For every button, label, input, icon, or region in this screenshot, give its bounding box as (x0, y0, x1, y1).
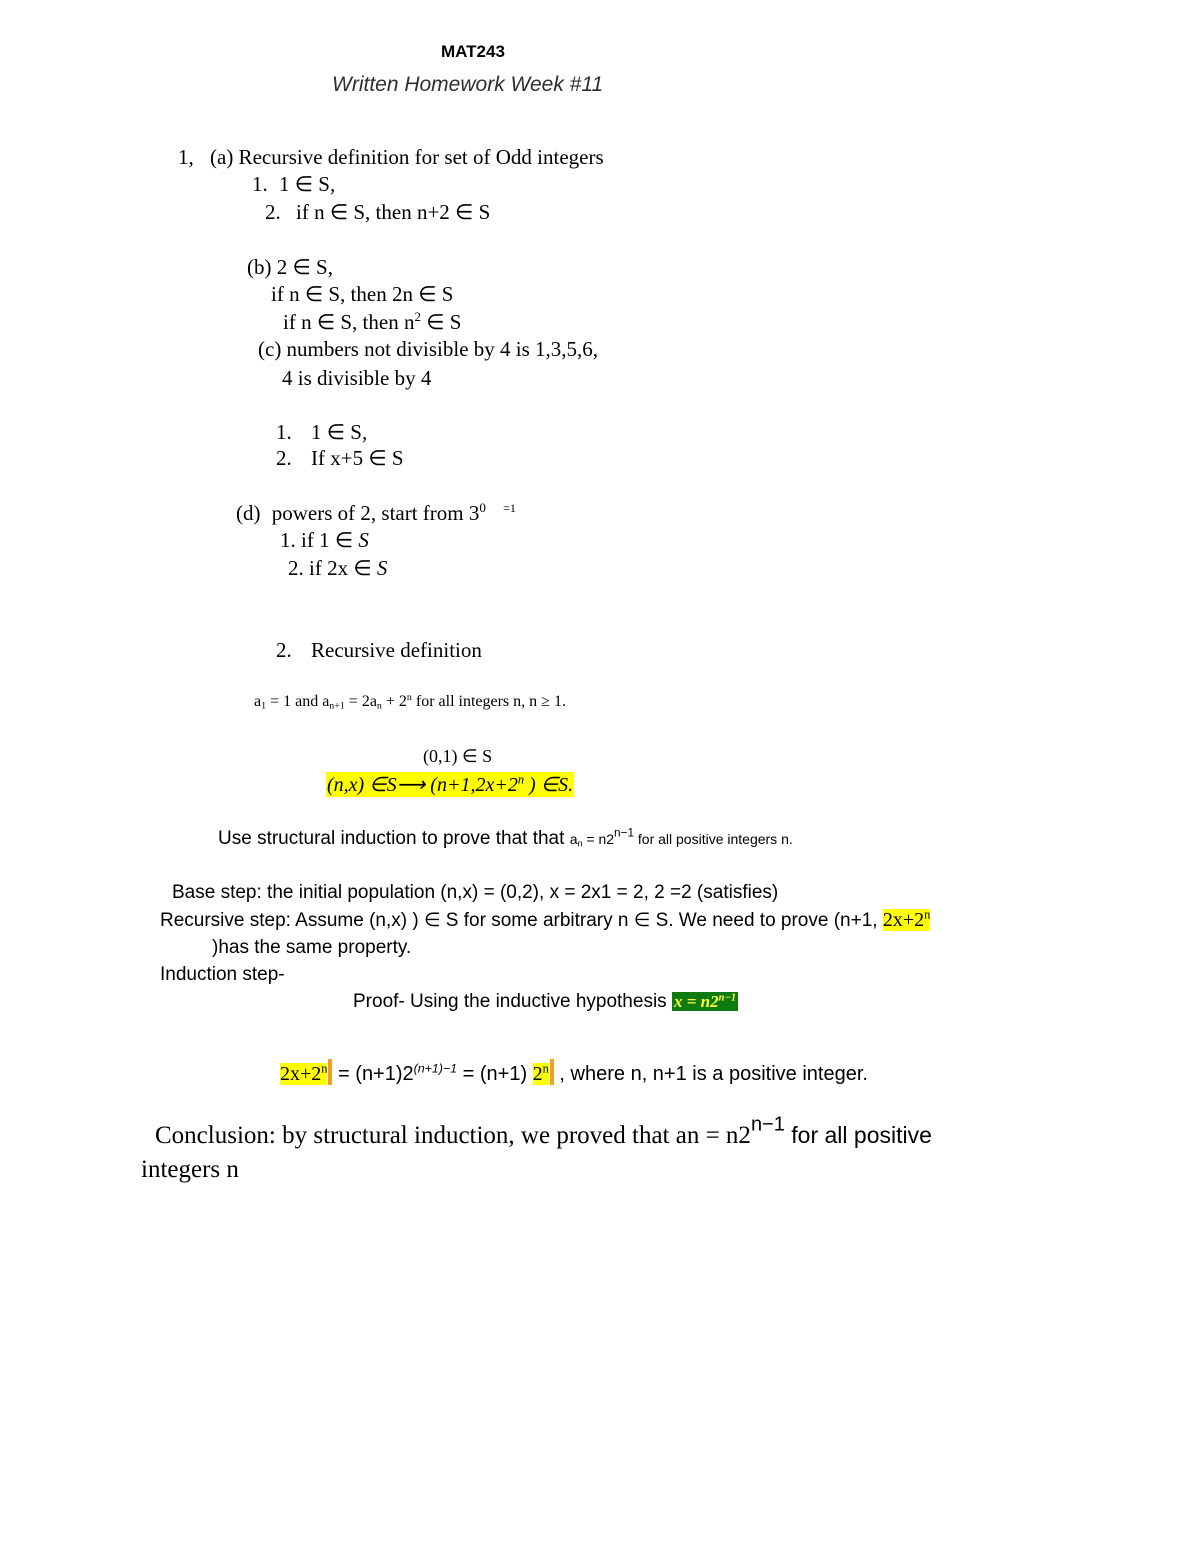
def-mid2: = 2a (344, 693, 377, 710)
def-sup: n (406, 691, 412, 703)
q1b-line3-post: ∈ S (420, 310, 462, 334)
eq-mid2: = (n+1) (457, 1063, 533, 1085)
eq-mid: = (n+1)2 (332, 1063, 414, 1085)
q1d-sup: 0 (479, 499, 486, 515)
q1d-line2-var: S (358, 528, 369, 552)
q1a-step1-num: 1. (252, 172, 268, 196)
q1c-line1: (c) numbers not divisible by 4 is 1,3,5,6, (258, 337, 599, 361)
q1d-label: (d) (236, 501, 261, 525)
q2-equation (280, 1059, 868, 1086)
conclusion-sup: n−1 (750, 1113, 785, 1136)
def-sub3: n (376, 700, 382, 712)
q1d-line3-var: S (376, 556, 388, 580)
q1c-step1-num: 1. (276, 420, 292, 444)
course-code: MAT243 (441, 42, 505, 61)
q2-base-pair: (0,1) ∈ S (423, 746, 493, 766)
q2-heading (276, 638, 482, 663)
q1d-text: powers of 2, start from 3 (271, 501, 480, 525)
q1a-heading: (a) Recursive definition for set of Odd integers (210, 145, 604, 169)
def-mid3: + 2 (381, 693, 407, 710)
q1b-line3-pre: if n ∈ S, then n (283, 310, 415, 334)
q1a-step2-text: if n ∈ S, then n+2 ∈ S (296, 200, 491, 224)
def-sub1: 1 (261, 700, 267, 712)
q1b-line3-sup: 2 (414, 308, 421, 324)
def-mid1: = 1 and a (266, 693, 330, 710)
eq-mid-sup: (n+1)−1 (413, 1061, 458, 1076)
q1d-line2-text: 1. if 1 ∈ (280, 528, 359, 552)
q1b-line3 (283, 310, 461, 335)
q2-recursive-rule (326, 772, 574, 797)
eq-hl2: 2 (532, 1063, 543, 1085)
conclusion-line1 (155, 1113, 932, 1150)
q1a-step2 (265, 200, 490, 225)
rec-step-sup: n (924, 907, 931, 922)
conclusion-b: for all positive (784, 1122, 932, 1148)
prove-c: = n2 (582, 831, 615, 847)
q2-definition (254, 693, 566, 711)
q1b-line1: (b) 2 ∈ S, (247, 255, 333, 279)
proof-hl: x = n2 (673, 992, 719, 1011)
q1a-step2-num: 2. (265, 200, 281, 224)
rule-sup: n (517, 772, 525, 787)
eq-tail: , where n, n+1 is a positive integer. (553, 1063, 868, 1085)
q1a-step1 (252, 172, 335, 197)
def-sub2: n+1 (329, 700, 345, 712)
prove-sup: n−1 (614, 826, 634, 840)
proof-sup: n−1 (718, 992, 737, 1004)
q1-number: 1, (178, 145, 194, 169)
prove-a: Use structural induction to prove that that (218, 828, 570, 849)
eq-hl2-sup: n (542, 1061, 549, 1076)
conclusion-line2: integers n (141, 1156, 239, 1183)
eq-hl1-sup: n (321, 1061, 328, 1076)
q2-number: 2. (276, 638, 292, 662)
q1d-line3 (288, 556, 387, 581)
q1a-step1-text: 1 ∈ S, (279, 172, 336, 196)
proof-a: Proof- Using the inductive hypothesis (353, 991, 672, 1012)
q1d-line3-text: 2. if 2x ∈ (288, 556, 377, 580)
q2-proof-line (353, 991, 738, 1013)
q1d-line2 (280, 528, 369, 553)
q1c-step1-text: 1 ∈ S, (311, 420, 368, 444)
q2-recursive-step-cont: )has the same property. (212, 937, 412, 958)
conclusion-a: Conclusion: by structural induction, we proved that an = n2 (155, 1122, 751, 1149)
q1d-line1 (236, 501, 516, 526)
q1c-step2-num: 2. (276, 446, 292, 470)
q2-induction-step: Induction step- (160, 964, 285, 985)
q1c-step2-text: If x+5 ∈ S (311, 446, 404, 470)
q1c-step2 (276, 446, 404, 471)
rec-step-hl: 2x+2 (882, 909, 925, 931)
rule-a: (n,x) ∈S⟶ (n+1,2x+2 (327, 774, 518, 796)
q2-recursive-step (160, 909, 930, 932)
q1c-line2: 4 is divisible by 4 (282, 366, 432, 390)
rule-b: ) ∈S. (524, 774, 574, 796)
prove-sub: n (577, 838, 583, 849)
eq-hl1: 2x+2 (280, 1063, 322, 1085)
def-tail: for all integers n, n ≥ 1. (411, 693, 566, 710)
q1b-line2: if n ∈ S, then 2n ∈ S (271, 282, 454, 306)
q2-heading-text: Recursive definition (311, 638, 482, 662)
def-a1: a (254, 693, 262, 710)
q2-prove-statement (218, 828, 793, 850)
page-title: Written Homework Week #11 (332, 73, 604, 96)
q2-base-step: Base step: the initial population (n,x) = (0,2), x = 2x1 = 2, 2 =2 (satisfies) (172, 882, 779, 903)
prove-b: a (569, 831, 578, 847)
rec-step-a: Recursive step: Assume (n,x) ) ∈ S for some arbitrary n ∈ S. We need to prove (n+1, (160, 910, 883, 931)
q1c-step1 (276, 420, 367, 445)
q1d-tail: =1 (503, 501, 516, 515)
prove-d: for all positive integers n. (634, 831, 793, 847)
